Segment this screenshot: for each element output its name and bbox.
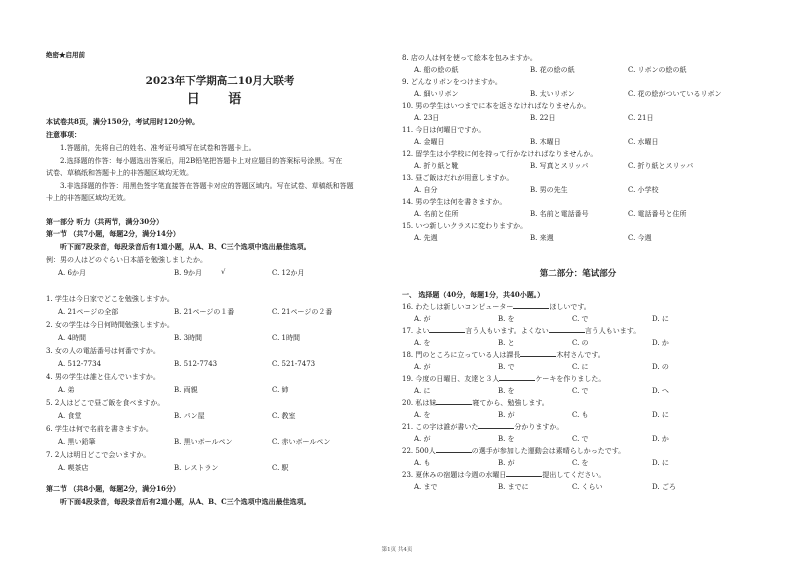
question: 10. 男の学生はいつまでに本を返さなければなりませんか。 xyxy=(402,102,591,110)
option-c: C. 小学校 xyxy=(628,186,659,194)
option-b: B. を xyxy=(498,315,515,323)
question: 2. 女の学生は今日何時間勉強しますか。 xyxy=(46,321,174,329)
option-a: A. 512-7734 xyxy=(58,360,102,368)
secret-label: 绝密★启用前 xyxy=(46,51,85,59)
example-option-c: C. 12か月 xyxy=(272,269,305,277)
option-a: A. 自分 xyxy=(414,186,438,194)
section2-instruction: 听下面4段录音，每段录音后有2道小题，从A、B、C三个选项中选出最佳选项。 xyxy=(60,497,311,506)
option-c: C. 今週 xyxy=(628,234,652,242)
option-a: A. 名前と住所 xyxy=(414,210,459,218)
note-line: 1.答题前，先将自己的姓名、准考证号填写在试卷和答题卡上。 xyxy=(60,144,256,152)
answer-blank xyxy=(478,422,514,429)
answer-blank xyxy=(506,470,542,477)
exam-info: 本试卷共8页，满分150分，考试用时120分钟。 xyxy=(46,117,200,126)
option-c: C. 駅 xyxy=(272,464,289,472)
option-b: B. 太いリボン xyxy=(530,90,575,98)
fill-question: 17. よい 言う人もいます。よくない 言う人もいます。 xyxy=(402,327,641,335)
option-b: B. までに xyxy=(498,483,529,491)
option-d: D. に xyxy=(652,315,669,323)
option-b: B. 男の先生 xyxy=(530,186,568,194)
part1-title: 第一部分 听力（共两节，满分30分） xyxy=(46,217,164,226)
option-b: B. 名前と電話番号 xyxy=(530,210,589,218)
note-line: 卡上的非答题区域均无效。 xyxy=(46,194,130,202)
exam-title: 2023年下学期高二10月大联考 xyxy=(145,75,295,87)
option-c: C. 折り紙とスリッパ xyxy=(628,162,694,170)
option-d: D. の xyxy=(652,363,669,371)
option-c: C. も xyxy=(572,411,589,419)
question: 11. 今日は何曜日ですか。 xyxy=(402,126,486,134)
answer-blank xyxy=(436,398,472,405)
option-b: B. 黒いボールペン xyxy=(174,438,233,446)
question: 14. 男の学生は何を書きますか。 xyxy=(402,198,507,206)
option-b: B. 512-7743 xyxy=(174,360,218,368)
question: 1. 学生は今日家でどこを勉強しますか。 xyxy=(46,295,174,303)
example-question: 例：男の人はどのぐらい日本語を勉強しましたか。 xyxy=(46,256,207,264)
option-a: A. 細いリボン xyxy=(414,90,459,98)
notes-title: 注意事项： xyxy=(46,130,81,139)
answer-blank xyxy=(549,326,585,333)
page-footer: 第1页 共4页 xyxy=(381,547,413,553)
option-b: B. 写真とスリッパ xyxy=(530,162,589,170)
option-a: A. 4時間 xyxy=(58,334,86,342)
fill-question: 22. 500人 の選手が参加した運動会は素晴らしかったです。 xyxy=(402,447,626,455)
option-a: A. 21ページの全部 xyxy=(58,308,119,316)
option-b: B. を xyxy=(498,435,515,443)
question: 3. 女の人の電話番号は何番ですか。 xyxy=(46,347,160,355)
option-a: A. 喫茶店 xyxy=(58,464,89,472)
section2-title: 第二节 （共8小题，每题2分，满分16分） xyxy=(46,484,180,493)
option-a: A. 黒い鉛筆 xyxy=(58,438,96,446)
fill-question: 23. 夏休みの宿題は今週の水曜日 提出してください。 xyxy=(402,471,606,479)
option-b: B. 22日 xyxy=(530,114,556,122)
option-c: C. を xyxy=(572,459,589,467)
option-c: C. で xyxy=(572,315,589,323)
option-d: D. か xyxy=(652,435,669,443)
option-a: A. を xyxy=(414,339,431,347)
option-d: D. へ xyxy=(652,387,669,395)
option-b: B. 花の絵の紙 xyxy=(530,66,575,74)
example-option-b: B. 9か月 xyxy=(174,269,203,277)
note-line: 试卷、草稿纸和答题卡上的非答题区域均无效。 xyxy=(46,169,193,177)
option-c: C. 1時間 xyxy=(272,334,301,342)
answer-blank xyxy=(429,326,465,333)
option-c: C. 521-7473 xyxy=(272,360,316,368)
question: 8. 店の人は何を使って絵本を包みますか。 xyxy=(402,54,537,62)
option-b: B. パン屋 xyxy=(174,412,205,420)
option-b: B. が xyxy=(498,411,515,419)
option-a: A. 金曜日 xyxy=(414,138,445,146)
option-c: C. 教室 xyxy=(272,412,296,420)
note-line: 2.选择题的作答：每小题选出答案后，用2B铅笔把答题卡上对应题目的答案标号涂黑。写在 xyxy=(60,157,343,165)
option-c: C. 花の絵がついているリボン xyxy=(628,90,722,98)
option-c: C. 21日 xyxy=(628,114,654,122)
option-c: C. に xyxy=(572,363,589,371)
check-mark: √ xyxy=(221,268,226,276)
question: 13. 昼ご飯はだれが用意しますか。 xyxy=(402,174,514,182)
option-a: A. 23日 xyxy=(414,114,440,122)
section1-instruction: 听下面7段录音，每段录音后有1道小题，从A、B、C三个选项中选出最佳选项。 xyxy=(60,242,311,251)
option-b: B. を xyxy=(498,387,515,395)
question: 15. いつ新しいクラスに変わりますか。 xyxy=(402,222,528,230)
option-a: A. が xyxy=(414,315,431,323)
option-c: C. で xyxy=(572,387,589,395)
option-b: B. で xyxy=(498,363,515,371)
option-c: C. 電話番号と住所 xyxy=(628,210,687,218)
option-a: A. 折り紙と靴 xyxy=(414,162,459,170)
answer-blank xyxy=(520,350,556,357)
option-c: C. リボンの絵の紙 xyxy=(628,66,687,74)
example-option-a: A. 6か月 xyxy=(58,269,86,277)
option-a: A. 先週 xyxy=(414,234,438,242)
option-a: A. も xyxy=(414,459,431,467)
option-b: B. が xyxy=(498,459,515,467)
option-b: B. と xyxy=(498,339,515,347)
option-b: B. 来週 xyxy=(530,234,554,242)
option-c: C. 赤いボールペン xyxy=(272,438,331,446)
fill-question: 21. この字は誰が書いた 分かりますか。 xyxy=(402,423,564,431)
fill-question: 19. 今度の日曜日、友達と３人 ケーキを作りました。 xyxy=(402,375,606,383)
option-b: B. レストラン xyxy=(174,464,219,472)
option-d: D. に xyxy=(652,459,669,467)
option-c: C. で xyxy=(572,435,589,443)
option-b: B. 3時間 xyxy=(174,334,203,342)
question: 9. どんなリボンをつけますか。 xyxy=(402,78,502,86)
question: 12. 留学生は小学校に何を持って行かなければなりませんか。 xyxy=(402,150,598,158)
fill-question: 16. わたしは新しいコンピューター ほしいです。 xyxy=(402,303,591,311)
answer-blank xyxy=(499,374,535,381)
answer-blank xyxy=(436,446,472,453)
option-c: C. 21ページの２番 xyxy=(272,308,333,316)
option-b: B. 21ページの１番 xyxy=(174,308,235,316)
answer-blank xyxy=(513,302,549,309)
option-a: A. 弟 xyxy=(58,386,75,394)
option-a: A. 船の絵の紙 xyxy=(414,66,459,74)
part2-section1-title: 一、 选择题（40分，每题1分，共40小题。） xyxy=(402,290,545,299)
question: 4. 男の学生は誰と住んでいますか。 xyxy=(46,373,160,381)
option-d: D. に xyxy=(652,411,669,419)
option-d: D. ごろ xyxy=(652,483,676,491)
section1-title: 第一节 （共7小题，每题2分，满分14分） xyxy=(46,229,180,238)
option-c: C. 水曜日 xyxy=(628,138,659,146)
part2-title: 第二部分：笔试部分 xyxy=(539,269,617,279)
option-c: C. の xyxy=(572,339,589,347)
fill-question: 20. 私は妹 寝てから、勉強します。 xyxy=(402,399,549,407)
option-b: B. 両親 xyxy=(174,386,198,394)
option-a: A. が xyxy=(414,435,431,443)
option-a: A. に xyxy=(414,387,431,395)
question: 7. 2人は明日どこで会いますか。 xyxy=(46,451,151,459)
option-a: A. が xyxy=(414,363,431,371)
fill-question: 18. 門のところに立っている人は課長 木村さんです。 xyxy=(402,351,605,359)
question: 6. 学生は何で名前を書きますか。 xyxy=(46,425,153,433)
option-c: C. 姉 xyxy=(272,386,289,394)
option-d: D. か xyxy=(652,339,669,347)
option-b: B. 木曜日 xyxy=(530,138,561,146)
option-c: C. くらい xyxy=(572,483,603,491)
option-a: A. 食堂 xyxy=(58,412,82,420)
note-line: 3.非选择题的作答：用黑色签字笔直接答在答题卡对应的答题区域内。写在试卷、草稿纸和答题 xyxy=(60,182,354,190)
option-a: A. まで xyxy=(414,483,438,491)
question: 5. 2人はどこで昼ご飯を食べますか。 xyxy=(46,399,165,407)
option-a: A. を xyxy=(414,411,431,419)
subject-title: 日 语 xyxy=(186,92,254,107)
